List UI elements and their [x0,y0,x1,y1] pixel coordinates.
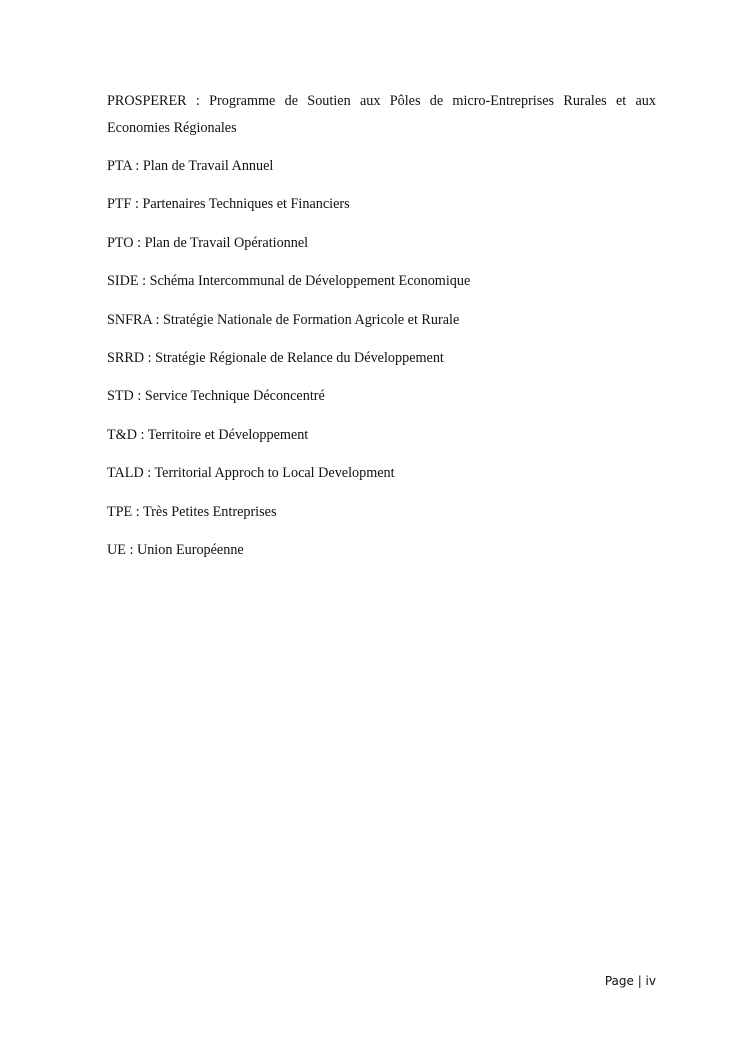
glossary-entry-tald: TALD : Territorial Approch to Local Development [107,465,395,482]
glossary-entry-snfra: SNFRA : Stratégie Nationale de Formation Agricole et Rurale [107,311,460,328]
glossary-entry-side: SIDE : Schéma Intercommunal de Développement Economique [107,273,471,290]
glossary-entry-pto: PTO : Plan de Travail Opérationnel [107,234,309,251]
glossary-entry-prosperer: PROSPERER : Programme de Soutien aux Pôles de micro-Entreprises Rurales et aux Economies Régionales [107,93,656,136]
glossary-entry-tpe: TPE : Très Petites Entreprises [107,503,277,520]
glossary-entry-ptf: PTF : Partenaires Techniques et Financiers [107,196,350,213]
glossary-entry-std: STD : Service Technique Déconcentré [107,388,325,405]
page-number: Page | iv [604,974,656,988]
glossary-list [107,88,656,575]
glossary-entry-srrd: SRRD : Stratégie Régionale de Relance du Développement [107,349,444,366]
glossary-entry-pta: PTA : Plan de Travail Annuel [107,158,274,174]
glossary-entry-ue: UE : Union Européenne [107,541,244,558]
glossary-entry-td: T&D : Territoire et Développement [107,426,309,443]
